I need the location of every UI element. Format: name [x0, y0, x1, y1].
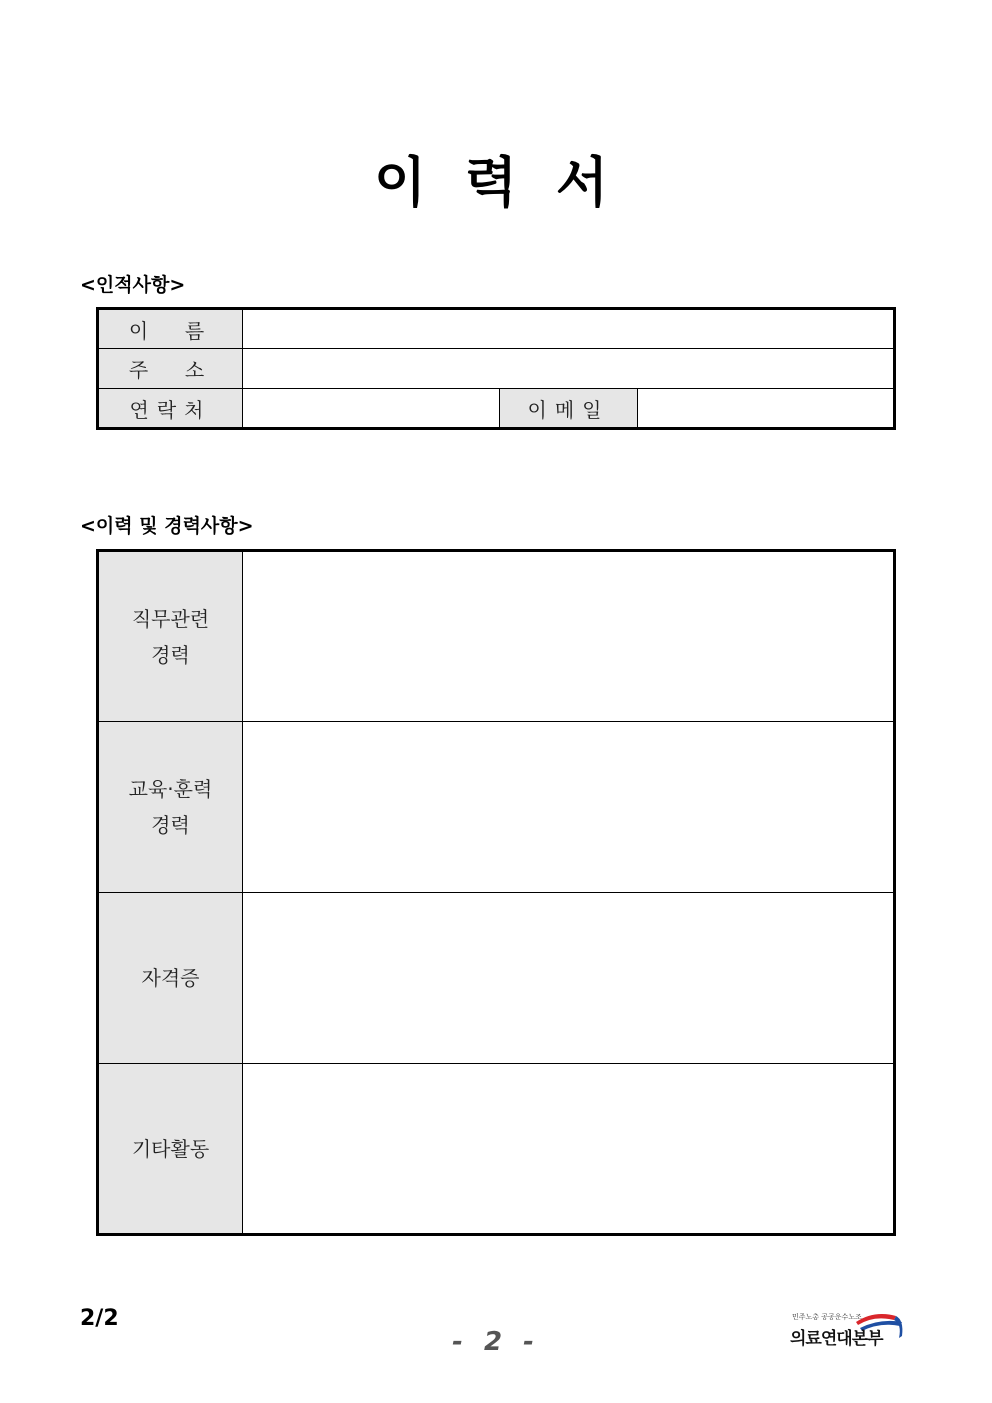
career-table	[96, 549, 896, 1236]
other-activities-label	[98, 1064, 243, 1235]
page-number: - 2 -	[452, 1327, 540, 1357]
union-logo	[790, 1308, 910, 1350]
document-title: 이 력 서	[373, 151, 619, 214]
education-training-label	[98, 722, 243, 893]
contact-field[interactable]	[243, 389, 500, 429]
career-row-job	[98, 551, 895, 722]
other-activities-label-line1: 기타활동	[131, 1136, 210, 1161]
career-row-education	[98, 722, 895, 893]
address-label	[98, 349, 243, 389]
certificate-label	[98, 893, 243, 1064]
logo-main-text: 의료연대본부	[790, 1329, 883, 1349]
other-activities-field[interactable]	[243, 1064, 895, 1235]
email-label-text: 이메일	[527, 397, 610, 422]
personal-info-heading: <인적사항>	[80, 274, 186, 296]
job-experience-field[interactable]	[243, 551, 895, 722]
personal-info-table	[96, 307, 896, 430]
contact-label	[98, 389, 243, 429]
contact-row	[98, 389, 895, 429]
email-label	[500, 389, 638, 429]
name-field[interactable]	[243, 309, 895, 349]
name-row	[98, 309, 895, 349]
education-training-field[interactable]	[243, 722, 895, 893]
career-row-other	[98, 1064, 895, 1235]
email-field[interactable]	[638, 389, 895, 429]
address-label-text: 주 소	[128, 358, 213, 382]
job-experience-label-line1: 직무관련	[131, 606, 210, 631]
address-row	[98, 349, 895, 389]
logo-small-text: 민주노총 공공운수노조	[792, 1313, 862, 1321]
page-fraction: 2/2	[80, 1306, 119, 1331]
job-experience-label-line2: 경력	[151, 642, 190, 667]
certificate-label-line1: 자격증	[141, 966, 200, 990]
job-experience-label	[98, 551, 243, 722]
name-label	[98, 309, 243, 349]
certificate-field[interactable]	[243, 893, 895, 1064]
address-field[interactable]	[243, 349, 895, 389]
education-training-label-line2: 경력	[151, 813, 190, 837]
career-row-certificate	[98, 893, 895, 1064]
education-training-label-line1: 교육·훈력	[128, 777, 213, 801]
name-label-text: 이 름	[128, 318, 213, 343]
career-heading: <이력 및 경력사항>	[80, 515, 254, 537]
contact-label-text: 연락처	[129, 397, 212, 422]
